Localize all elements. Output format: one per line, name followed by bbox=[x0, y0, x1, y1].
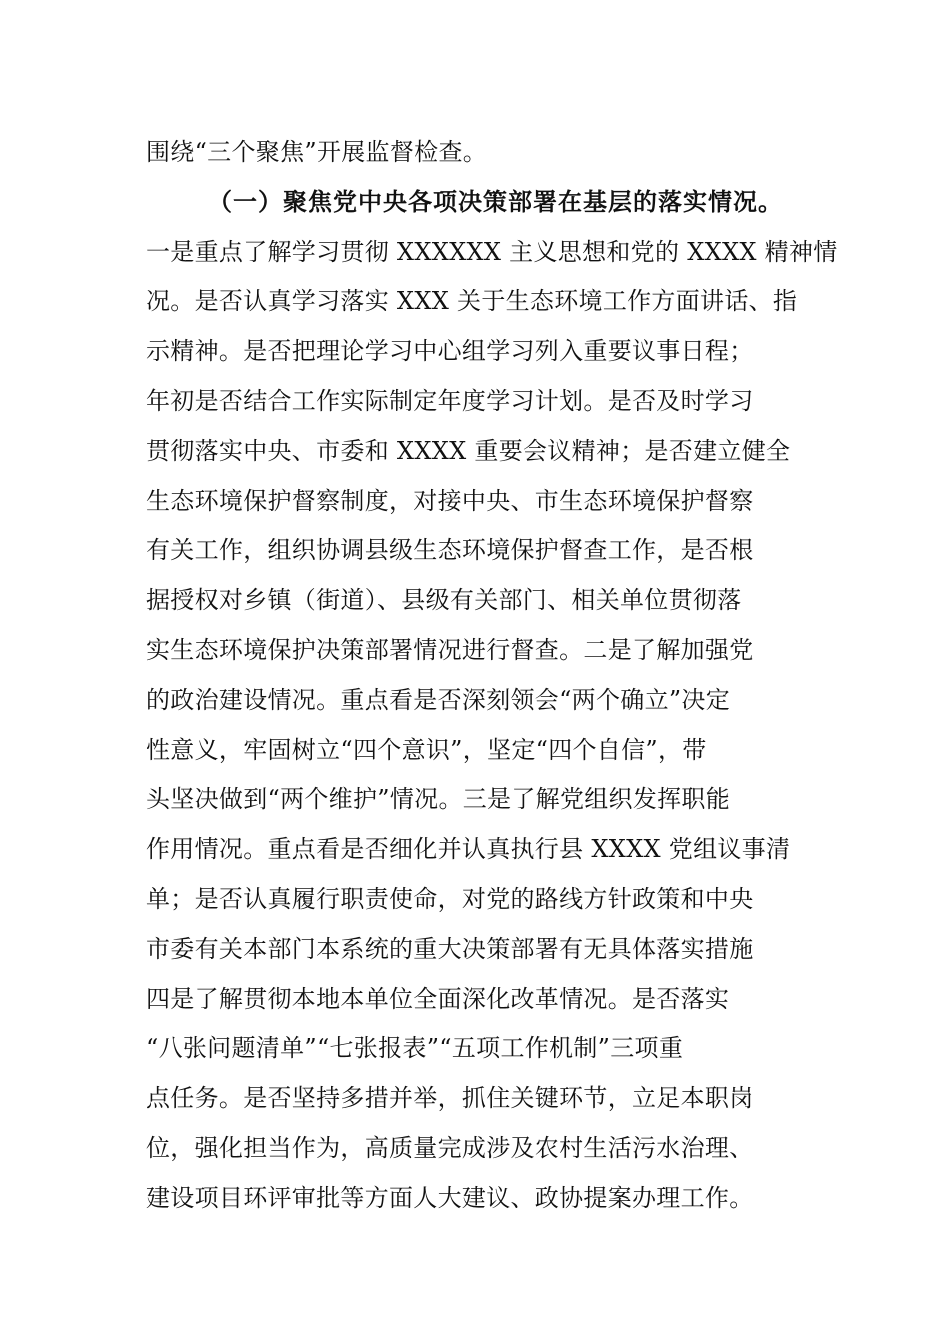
body-line: 位，强化担当作为，高质量完成涉及农村生活污水治理、 bbox=[146, 1133, 754, 1162]
body-line: 市委有关本部门本系统的重大决策部署有无具体落实措施 bbox=[146, 934, 754, 963]
body-line: 作用情况。重点看是否细化并认真执行县 XXXX 党组议事清 bbox=[146, 835, 791, 864]
body-line: 性意义，牢固树立“四个意识”，坚定“四个自信”，带 bbox=[146, 735, 707, 764]
document-text-block bbox=[146, 128, 838, 1224]
body-line: 的政治建设情况。重点看是否深刻领会“两个确立”决定 bbox=[146, 685, 731, 714]
body-line: 头坚决做到“两个维护”情况。三是了解党组织发挥职能 bbox=[146, 785, 731, 814]
body-line: 况。是否认真学习落实 XXX 关于生态环境工作方面讲话、指 bbox=[146, 287, 798, 316]
body-line: 示精神。是否把理论学习中心组学习列入重要议事日程； bbox=[146, 337, 754, 366]
section-heading: （一）聚焦党中央各项决策部署在基层的落实情况。 bbox=[208, 187, 783, 216]
body-line: 年初是否结合工作实际制定年度学习计划。是否及时学习 bbox=[146, 386, 754, 415]
body-line: 生态环境保护督察制度，对接中央、市生态环境保护督察 bbox=[146, 486, 754, 515]
body-line: 有关工作，组织协调县级生态环境保护督查工作，是否根 bbox=[146, 536, 754, 565]
body-line: 四是了解贯彻本地本单位全面深化改革情况。是否落实 bbox=[146, 984, 730, 1013]
body-line: 实生态环境保护决策部署情况进行督查。二是了解加强党 bbox=[146, 635, 754, 664]
body-line: 贯彻落实中央、市委和 XXXX 重要会议精神；是否建立健全 bbox=[146, 436, 791, 465]
body-line: 点任务。是否坚持多措并举，抓住关键环节，立足本职岗 bbox=[146, 1084, 754, 1113]
body-line: 一是重点了解学习贯彻 XXXXXX 主义思想和党的 XXXX 精神情 bbox=[146, 237, 838, 266]
intro-line: 围绕“三个聚焦”开展监督检查。 bbox=[146, 138, 488, 166]
body-line: “八张问题清单”“七张报表”“五项工作机制”三项重 bbox=[146, 1034, 684, 1063]
body-line: 据授权对乡镇（街道）、县级有关部门、相关单位贯彻落 bbox=[146, 586, 742, 615]
body-line: 单；是否认真履行职责使命，对党的路线方针政策和中央 bbox=[146, 884, 754, 913]
body-line: 建设项目环评审批等方面人大建议、政协提案办理工作。 bbox=[146, 1183, 754, 1212]
